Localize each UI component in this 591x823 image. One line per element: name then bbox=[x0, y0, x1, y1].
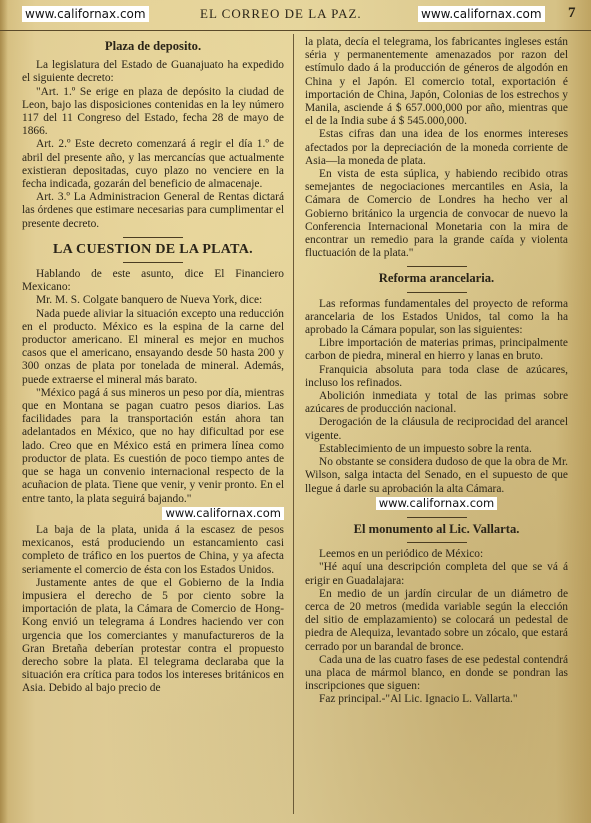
page-header bbox=[0, 4, 591, 31]
paragraph: Libre importación de materias primas, principalmente carbon de piedra, mineral en hierro y lanas en bruto. bbox=[305, 337, 568, 363]
paragraph: No obstante se considera dudoso de que la obra de Mr. Wilson, salga intacta del Senado, en el supuesto de que llegue á darle su aprobación la alta Cámara. bbox=[305, 456, 568, 495]
right-column bbox=[305, 36, 568, 707]
paragraph: Derogación de la cláusula de reciprocidad del arancel vigente. bbox=[305, 416, 568, 442]
watermark-url-left: www.californax.com bbox=[22, 6, 149, 22]
paragraph: Leemos en un periódico de México: bbox=[319, 548, 484, 561]
paragraph: "México pagá á sus mineros un peso por día, mientras que en Montana se pagan cuatro pesos diarios. Las facilidades para la transportación están ahora tan adelantados en México, que no hay dificultad por ese lado. Creo que en México está en primera línea como productor de plata. Es cuestión de poco tiempo antes de que se haga un convenio internacional respecto de la acuñacion de plata. Tiene que venir, y venir pronto. En el entre tanto, la plata seguirá bajando." bbox=[22, 386, 284, 505]
paragraph: Justamente antes de que el Gobierno de la India impusiera el derecho de 5 por ciento sobre la importación de plata, la Cámara de Comercio de Hong-Kong envió un telegrama á Londres haciendo ver con urgencia que los comerciantes y manufactureros de la Gran Bretaña deberían protestar contra el propuesto derecho sobre la plata. El telegrama declaraba que la situación era crítica para todos los intereses británicos en Asia. Debido al bajo precio de bbox=[22, 576, 284, 695]
section-title-cuestion-plata: LA CUESTION DE LA PLATA. bbox=[52, 241, 253, 257]
paragraph: En vista de esta súplica, y habiendo recibido otras semejantes de negociaciones mercantiles en Asia, la Cámara de Comercio de Londres ha hecho ver al Gobierno británico la urgencia de convocar de nuevo la Conferencia Internacional Monetaria con la mira de encontrar un remedio para la grande caída y violenta fluctuación de la plata." bbox=[305, 168, 568, 260]
page-edge-shadow bbox=[0, 0, 8, 823]
paragraph: Franquicia absoluta para toda clase de azúcares, incluso los refinados. bbox=[305, 363, 568, 389]
paragraph: Establecimiento de un impuesto sobre la renta. bbox=[319, 442, 532, 455]
watermark-row bbox=[22, 507, 284, 521]
paragraph: Abolición inmediata y total de las primas sobre azúcares de producción nacional. bbox=[305, 390, 568, 416]
section-rule bbox=[407, 266, 467, 267]
paragraph: La baja de la plata, unida á la escasez de pesos mexicanos, está produciendo un estancamiento casi completo de tráfico en los puertos de China, y ya afecta seriamente el comercio de ésta con los Estados Unidos. bbox=[22, 523, 284, 576]
paragraph: "Art. 1.º Se erige en plaza de depósito la ciudad de Leon, bajo las disposiciones contenidas en la ley número 117 del 11 Congreso del Estado, fecha 28 de mayo de 1866. bbox=[22, 85, 284, 138]
paragraph: Las reformas fundamentales del proyecto de reforma arancelaria de los Estados Unidos, tal como la ha aprobado la Cámara popular, son las siguientes: bbox=[305, 297, 568, 337]
section-rule bbox=[407, 517, 467, 518]
paragraph: Cada una de las cuatro fases de ese pedestal contendrá una placa de mármol blanco, en donde se pondran las inscripciones que siguen: bbox=[305, 653, 568, 693]
paragraph: Estas cifras dan una idea de los enormes intereses afectados por la depreciación de la moneda corriente de Asia—la moneda de plata. bbox=[305, 128, 568, 167]
page-number: 7 bbox=[568, 5, 576, 21]
paragraph: Hablando de este asunto, dice El Financiero Mexicano: bbox=[22, 268, 284, 294]
paragraph: Faz principal.-"Al Lic. Ignacio L. Vallarta." bbox=[319, 693, 518, 706]
section-title-reforma-arancelaria: Reforma arancelaria. bbox=[378, 271, 495, 286]
watermark-url-inline: www.californax.com bbox=[376, 497, 498, 510]
paragraph: "Hé aquí una descripción completa del que se vá á erigir en Guadalajara: bbox=[305, 561, 568, 587]
column-divider bbox=[293, 34, 294, 814]
watermark-url-inline: www.californax.com bbox=[162, 507, 284, 520]
section-title-monumento-vallarta: El monumento al Lic. Vallarta. bbox=[353, 521, 520, 536]
section-rule bbox=[123, 262, 183, 263]
paragraph: Mr. M. S. Colgate banquero de Nueva York, dice: bbox=[36, 294, 263, 307]
section-rule bbox=[407, 292, 467, 293]
paragraph: La legislatura del Estado de Guanajuato ha expedido el siguiente decreto: bbox=[22, 59, 284, 85]
paragraph: Art. 2.º Este decreto comenzará á regir el día 1.º de abril del presente año, y las mercancías que actualmente existieran depositadas, cuyo plazo no venciere en la fecha indicada, gozarán del beneficio de almacenaje. bbox=[22, 138, 284, 191]
paragraph: En medio de un jardín circular de un diámetro de cerca de 20 metros (medida variable según la elección del sitio de emplazamiento) se colocará un pedestal de piedra de Alequiza, levantado sobre un zócalo, que estará cerrado por un barandal de bronce. bbox=[305, 587, 568, 653]
section-rule bbox=[407, 542, 467, 543]
section-title-plaza-deposito: Plaza de deposito. bbox=[104, 39, 202, 53]
masthead-title: EL CORREO DE LA PAZ. bbox=[200, 6, 362, 21]
paragraph: la plata, decía el telegrama, los fabricantes ingleses están séria y permanentemente amenazados por razon del estímulo dado á la producción de géneros de algodón en China y el Japón. El comercio total, exportación é importación de China, Japón, Colonias de los estrechos y Manila, asciende á $ 657.000,000 por año, mientras que el de la India sube á $ 545.000,000. bbox=[305, 36, 568, 128]
paragraph: Art. 3.º La Administracion General de Rentas dictará las órdenes que estimare necesarias para cumplimentar el presente decreto. bbox=[22, 191, 284, 230]
watermark-row bbox=[305, 497, 568, 511]
watermark-url-right: www.californax.com bbox=[418, 6, 545, 22]
section-rule bbox=[123, 237, 183, 238]
left-column bbox=[22, 38, 284, 696]
paragraph: Nada puede aliviar la situación excepto una reducción en el producto. México es la espina de la carne del productor americano. El mineral es mejor en muchos casos que el americano, ensayando desde 50 hasta 200 y 300 onzas de plata por tonelada de mineral. Además, puede extraerse el mineral más barato. bbox=[22, 307, 284, 386]
